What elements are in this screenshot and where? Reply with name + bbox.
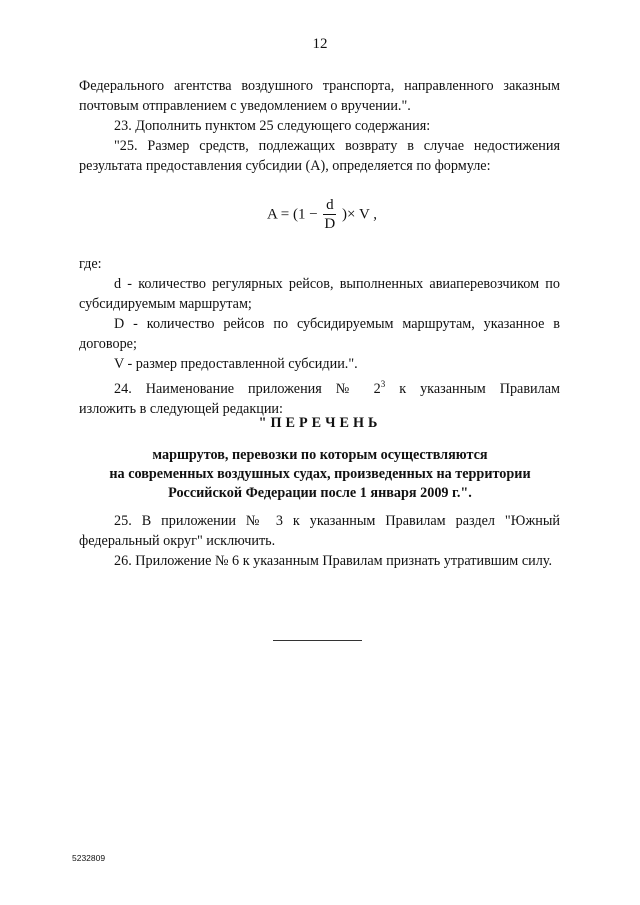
paragraph-item-26: 26. Приложение № 6 к указанным Правилам признать утратившим силу. — [114, 553, 553, 569]
definition-V: V - размер предоставленной субсидии.". — [114, 356, 358, 372]
document-body — [79, 76, 560, 419]
formula-rhs: )× V , — [342, 206, 378, 223]
paragraph-continuation: Федерального агентства воздушного транспорта, направленного заказным почтовым отправлением с уведомлением о вручении.". — [79, 78, 560, 114]
document-code: 5232809 — [72, 853, 106, 863]
closing-divider — [273, 640, 362, 641]
subtitle-line-2: на современных воздушных судах, произведенных на территории — [109, 466, 531, 482]
paragraph-where: где: — [79, 256, 102, 272]
subtitle-line-3: Российской Федерации после 1 января 2009 г.". — [168, 485, 472, 501]
formula-numerator: d — [323, 196, 336, 215]
formula-lhs: A = (1 − — [267, 206, 318, 223]
subtitle-line-1: маршрутов, перевозки по которым осуществляются — [152, 447, 488, 463]
document-body-lower — [79, 511, 560, 571]
perechen-subtitle — [0, 446, 640, 503]
definition-d: d - количество регулярных рейсов, выполненных авиаперевозчиком по субсидируемым маршрутам; — [79, 276, 560, 312]
page-number: 12 — [312, 36, 328, 52]
paragraph-item-23: 23. Дополнить пунктом 25 следующего содержания: — [114, 118, 431, 134]
paragraph-item-24-line2: изложить в следующей редакции: — [79, 401, 283, 417]
formula-denominator: D — [324, 216, 336, 232]
paragraph-item-25-new: 25. В приложении № 3 к указанным Правилам раздел "Южный федеральный округ" исключить. — [79, 513, 560, 549]
paragraph-item-24 — [79, 374, 560, 399]
formula — [79, 180, 560, 254]
item-24-end: к указанным Правилам — [385, 381, 561, 397]
perechen-heading: "ПЕРЕЧЕНЬ — [258, 415, 382, 431]
formula-expression — [267, 196, 377, 233]
formula-fraction — [323, 196, 336, 233]
item-24-start: 24. Наименование приложения № 2 — [114, 381, 381, 397]
paragraph-item-25-formula-intro: "25. Размер средств, подлежащих возврату в случае недостижения результата предоставления субсидии (А), определяется по формуле: — [79, 138, 560, 174]
item-24-superscript: 3 — [380, 379, 386, 389]
definition-D: D - количество рейсов по субсидируемым маршрутам, указанное в договоре; — [79, 316, 560, 352]
